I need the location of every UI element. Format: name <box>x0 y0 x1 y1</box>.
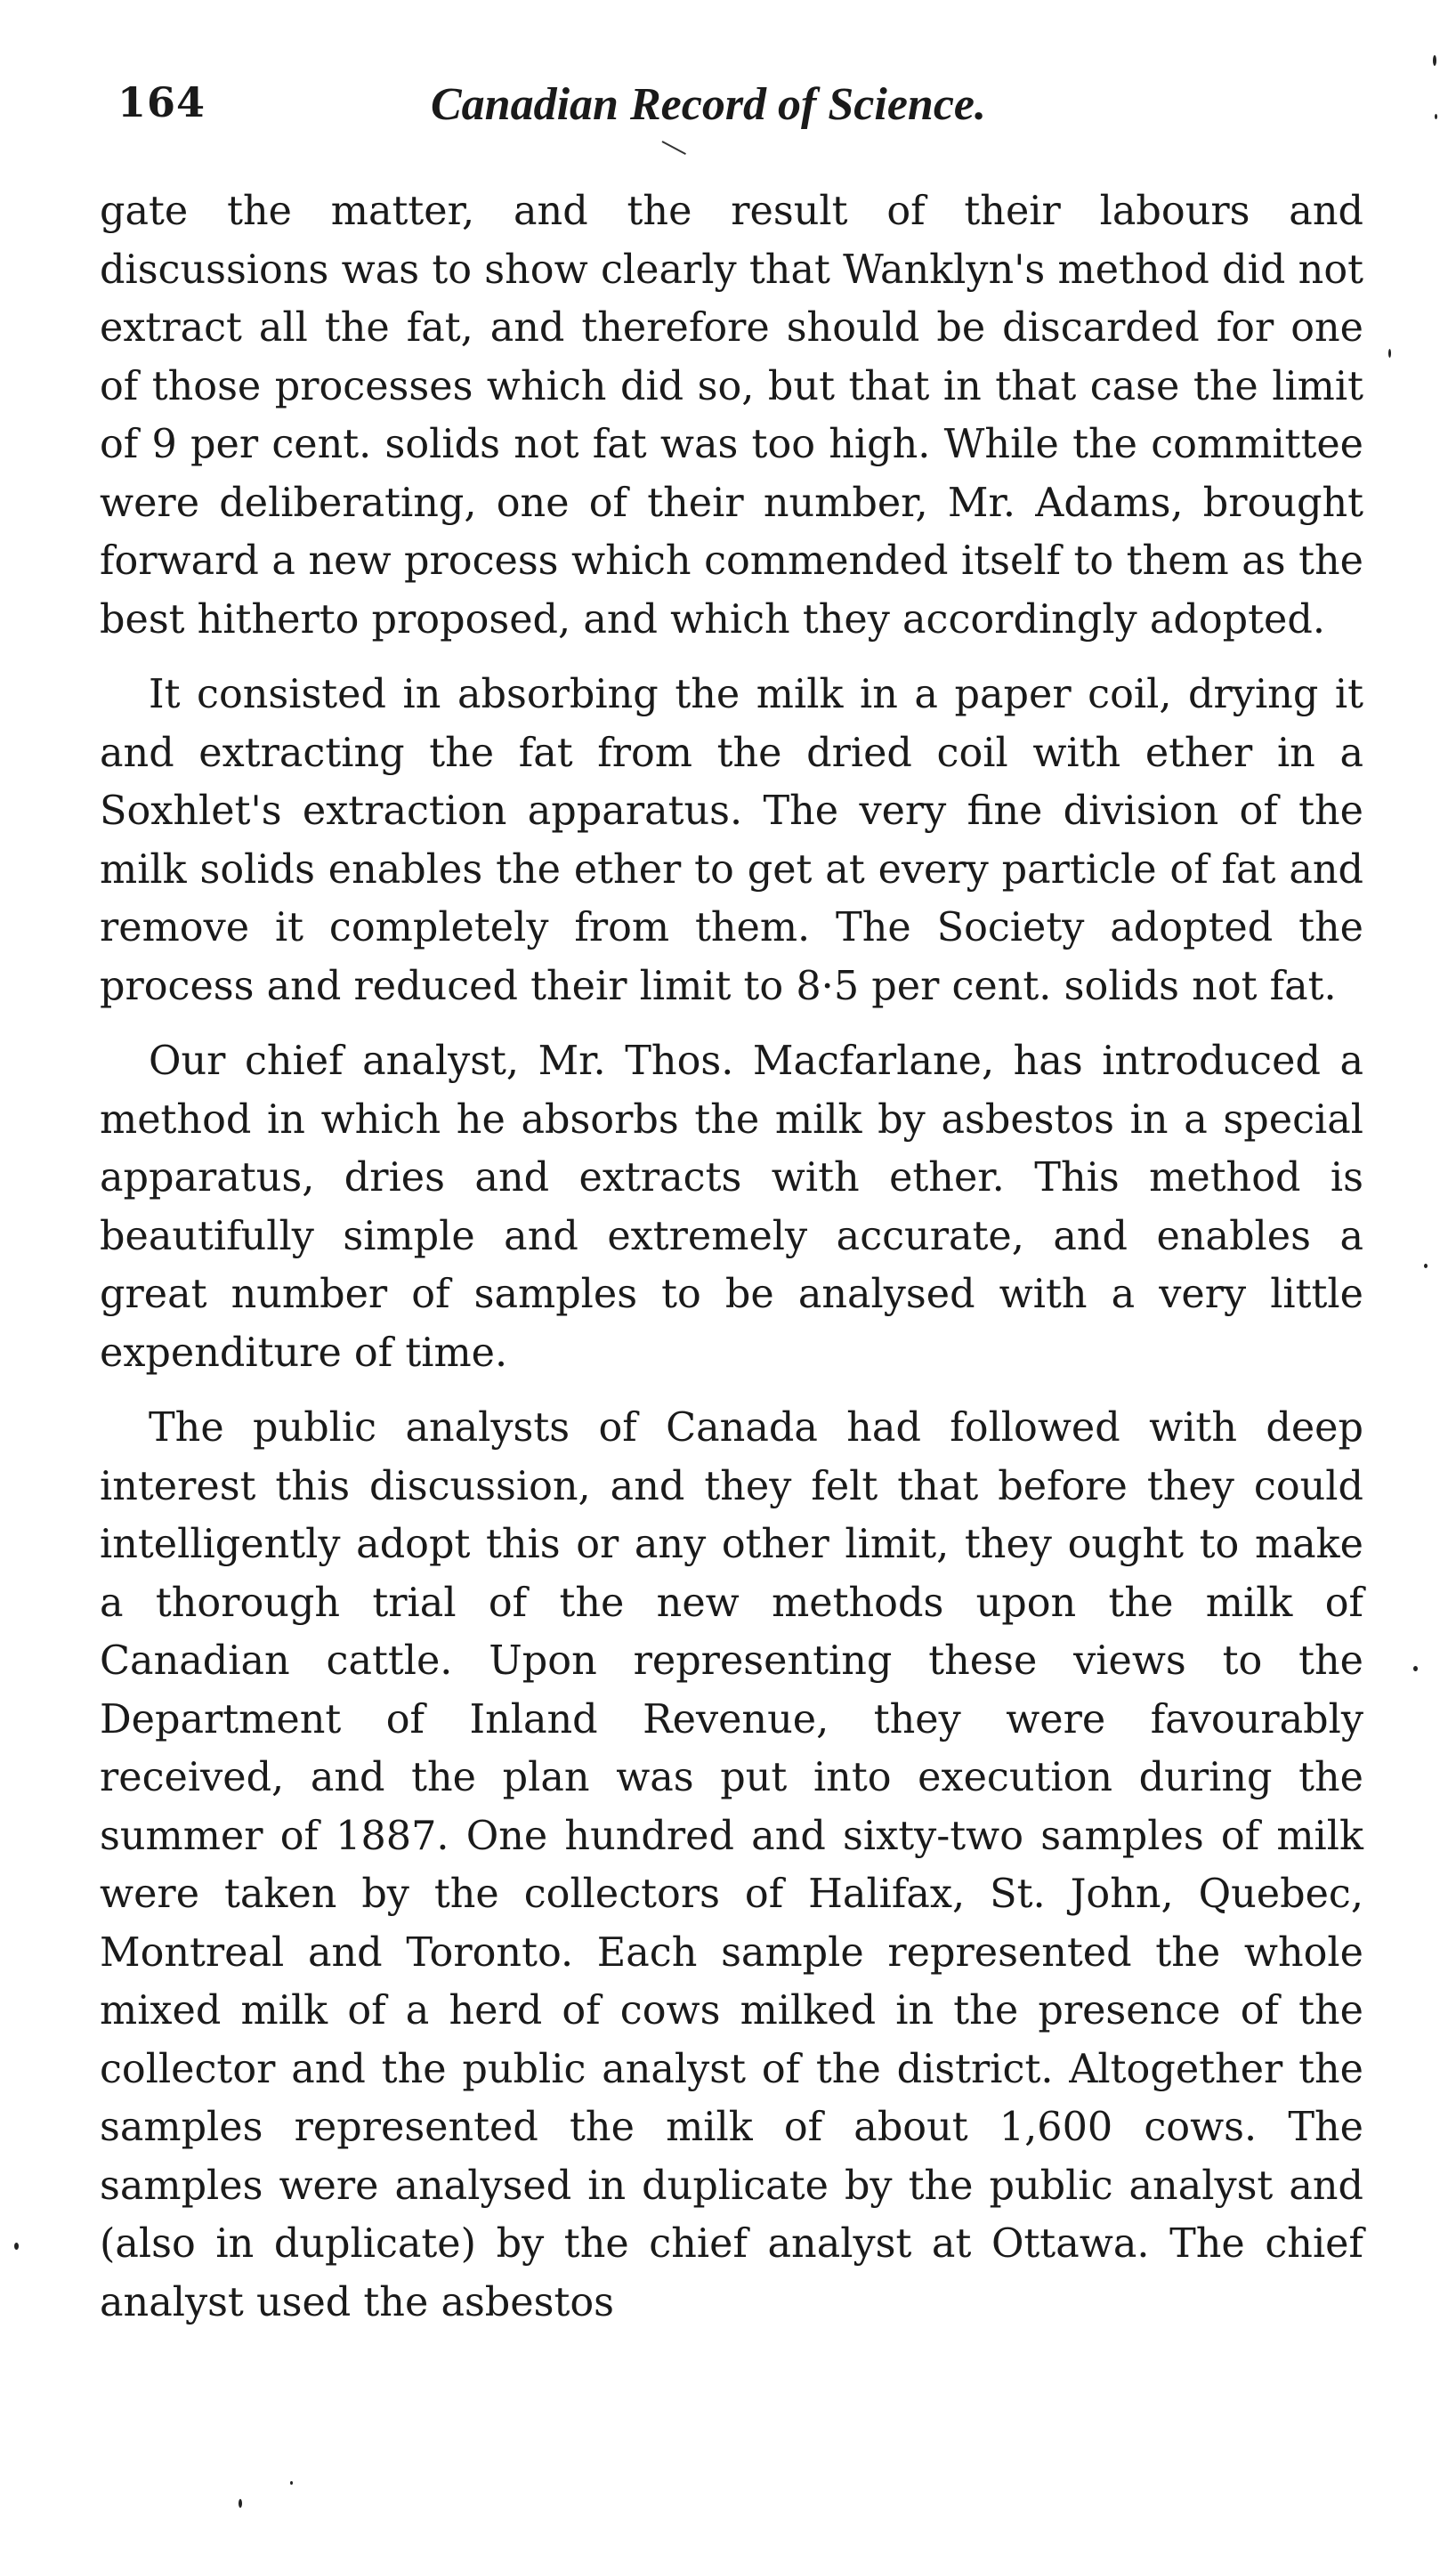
body-text <box>100 182 1363 2349</box>
paragraph-continued: gate the matter, and the result of their labours and discussions was to show clearly that Wanklyn's method did not extract all the fat, and therefore should be discarded for one of those processes which did so, but that in that case the limit of 9 per cent. solids not fat was too high. While the committee were deliberating, one of their number, Mr. Adams, brought forward a new process which commended itself to them as the best hitherto proposed, and which they accordingly adopted. <box>100 189 1363 643</box>
scan-speck <box>290 2481 293 2485</box>
scan-speck <box>1435 114 1437 119</box>
scan-speck <box>1424 1264 1428 1268</box>
paragraph-paper-coil-method: It consisted in absorbing the milk in a paper coil, drying it and extracting the fat from the dried coil with ether in a Soxhlet's extraction apparatus. The very fine division of the milk solids enables the ether to get at every particle of fat and remove it completely from them. The Society adopted the process and reduced their limit to 8·5 per cent. solids not fat. <box>100 672 1363 1009</box>
page-header <box>100 78 1363 150</box>
paragraph-canadian-trial: The public analysts of Canada had followed with deep interest this discussion, and they felt that before they could intelligently adopt this or any other limit, they ought to make a thorough trial of the new methods upon the milk of Canadian cattle. Upon representing these views to the Department of Inland Revenue, they were favourably received, and the plan was put into execution during the summer of 1887. One hundred and sixty-two samples of milk were taken by the collectors of Halifax, St. John, Quebec, Montreal and Toronto. Each sample represented the whole mixed milk of a herd of cows milked in the presence of the collector and the public analyst of the district. Altogether the samples represented the milk of about 1,600 cows. The samples were analysed in duplicate by the public analyst and (also in duplicate) by the chief analyst at Ottawa. The chief analyst used the asbestos <box>100 1405 1363 2325</box>
paragraph-asbestos-method: Our chief analyst, Mr. Thos. Macfarlane, has introduced a method in which he absorbs the milk by asbestos in a special apparatus, dries and extracts with ether. This method is beautifully simple and extremely accurate, and enables a great number of samples to be analysed with a very little expenditure of time. <box>100 1039 1363 1376</box>
scan-speck <box>1413 1666 1418 1671</box>
running-title: Canadian Record of Science. <box>431 79 986 130</box>
scan-speck <box>14 2243 19 2250</box>
scan-speck <box>1433 55 1436 66</box>
page-number: 164 <box>117 78 206 126</box>
scan-speck <box>239 2499 242 2508</box>
scan-speck <box>1388 349 1391 358</box>
print-mark <box>662 141 686 155</box>
